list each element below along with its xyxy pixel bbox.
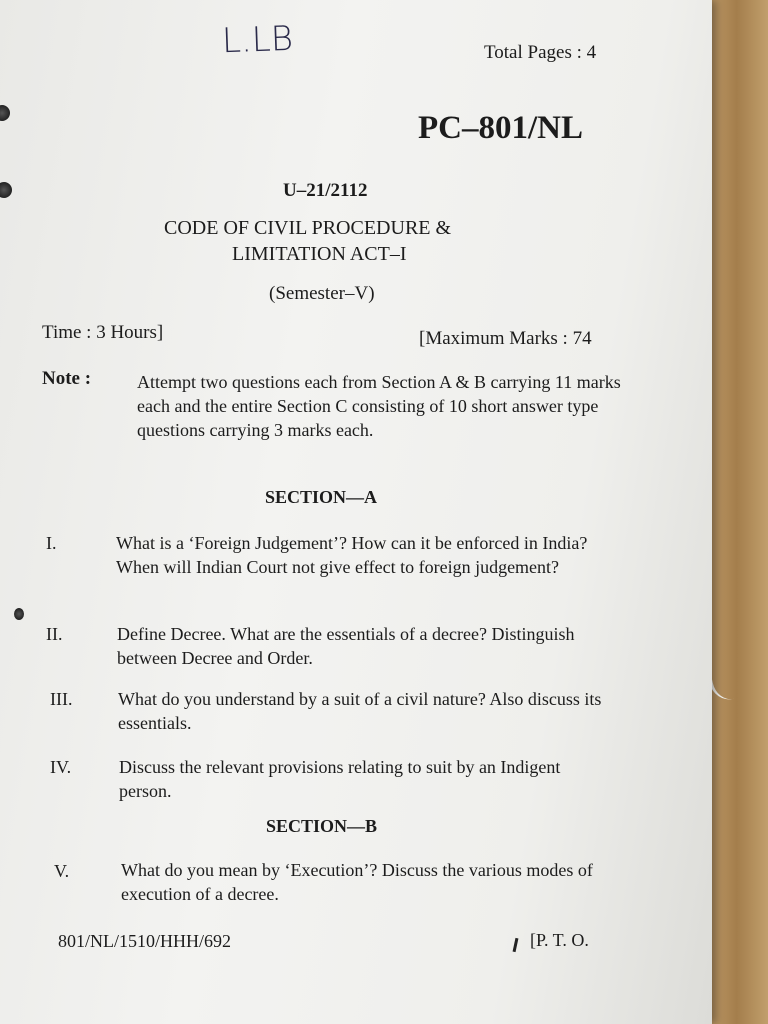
paper-title-line-1: CODE OF CIVIL PROCEDURE & (164, 217, 452, 239)
handwritten-note: L.LB (221, 18, 294, 62)
note-text: Attempt two questions each from Section A & B carrying 11 marks each and the entire Section C consisting of 10 short answer type questions carrying 3 marks each. (137, 372, 621, 440)
punch-hole (0, 105, 10, 121)
question-text: What do you mean by ‘Execution’? Discuss the various modes of execution of a decree. (121, 860, 593, 904)
punch-hole (14, 608, 24, 620)
please-turn-over: [P. T. O. (530, 930, 589, 950)
question-number: IV. (50, 757, 72, 777)
note-label: Note : (42, 368, 92, 389)
section-a-heading: SECTION—A (265, 487, 378, 507)
paper-code: PC–801/NL (418, 110, 583, 146)
paper-title-line-2: LIMITATION ACT–I (232, 243, 407, 265)
semester: (Semester–V) (269, 283, 375, 304)
question-number: II. (46, 624, 63, 644)
maximum-marks: [Maximum Marks : 74 (419, 328, 592, 349)
punch-hole (0, 182, 12, 198)
tick-mark (513, 938, 519, 952)
total-pages: Total Pages : 4 (484, 42, 597, 63)
question-text: Define Decree. What are the essentials of a decree? Distinguish between Decree and Order. (117, 624, 575, 668)
question-text: What is a ‘Foreign Judgement’? How can it be enforced in India? When will Indian Court not give effect to foreign judgement? (116, 533, 588, 577)
exam-time: Time : 3 Hours] (42, 322, 164, 343)
question-text: What do you understand by a suit of a civil nature? Also discuss its essentials. (118, 689, 602, 733)
footer-code: 801/NL/1510/HHH/692 (58, 931, 231, 951)
exam-code: U–21/2112 (283, 180, 368, 201)
section-b-heading: SECTION—B (266, 816, 378, 836)
question-number: III. (50, 689, 73, 709)
question-number: I. (46, 533, 57, 553)
question-text: Discuss the relevant provisions relating to suit by an Indigent person. (119, 757, 561, 801)
question-number: V. (54, 861, 70, 881)
